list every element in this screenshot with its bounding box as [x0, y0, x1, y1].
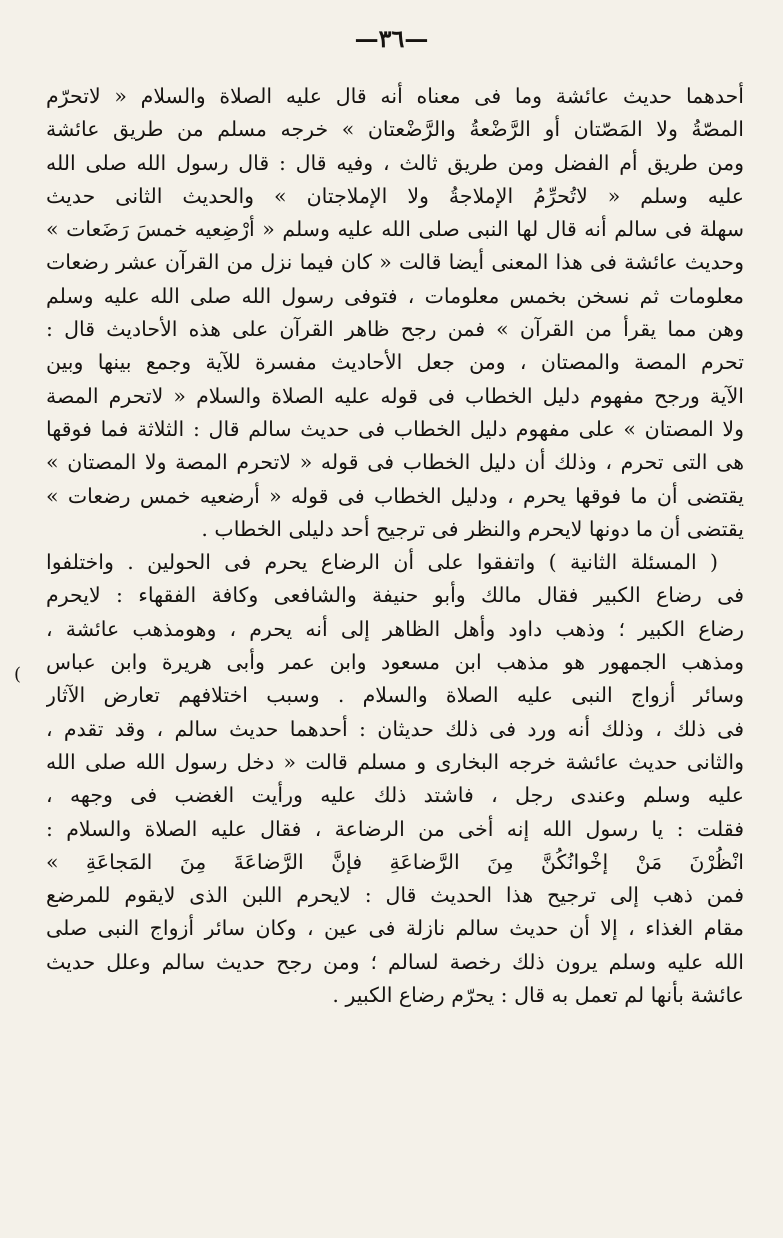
text-line: ومن طريق أم الفضل ومن طريق ثالث ، وفيه قال : قال رسول الله صلى الله	[46, 150, 744, 175]
text-line: رضاع الكبير ؛ وذهب داود وأهل الظاهر إلى أنه يحرم ، وهومذهب عائشة ،	[46, 616, 744, 641]
body-text	[46, 80, 744, 1012]
text-line: يقتضى أن ما دونها لايحرم والنظر فى ترجيح أحد دليلى الخطاب .	[201, 516, 744, 541]
text-line: مقام الغذاء ، إلا أن حديث سالم نازلة فى عين ، وكان سائر أزواج النبى صلى	[46, 916, 744, 941]
text-line: فقلت : يا رسول الله إنه أخى من الرضاعة ، فقال عليه الصلاة والسلام :	[46, 816, 744, 841]
text-line: ( المسئلة الثانية ) واتفقوا على أن الرضاع يحرم فى الحولين . واختلفوا	[46, 550, 718, 575]
text-line: المصّةُ ولا المَصّتان أو الرَّضْعةُ والرَّضْعتان » خرجه مسلم من طريق عائشة	[46, 117, 744, 142]
text-line: انْظُرْنَ مَنْ إخْوانُكُنَّ مِنَ الرَّضاعَةِ فإنَّ الرَّضاعَةَ مِنَ المَجاعَةِ »	[46, 849, 744, 874]
text-line: والثانى حديث عائشة خرجه البخارى و مسلم قالت « دخل رسول الله صلى الله	[46, 749, 744, 774]
text-line: فمن ذهب إلى ترجيح هذا الحديث قال : لايحرم اللبن الذى لايقوم للمرضع	[46, 883, 744, 908]
text-line: فى رضاع الكبير فقال مالك وأبو حنيفة والشافعى وكافة الفقهاء : لايحرم	[46, 583, 744, 608]
text-line: وحديث عائشة فى هذا المعنى أيضا قالت « كان فيما نزل من القرآن عشر رضعات	[46, 250, 744, 275]
text-line: وسائر أزواج النبى عليه الصلاة والسلام . وسبب اختلافهم تعارض الآثار	[46, 683, 744, 708]
text-line: فى ذلك ، وذلك أنه ورد فى ذلك حديثان : أحدهما حديث سالم ، وقد تقدم ،	[46, 716, 744, 741]
page-number: —٣٦—	[354, 24, 429, 53]
text-line: الله عليه وسلم يرون ذلك رخصة لسالم ؛ ومن رجح حديث سالم وعلل حديث	[46, 949, 744, 974]
text-line: هى التى تحرم ، وذلك أن دليل الخطاب فى قوله « لاتحرم المصة ولا المصتان »	[46, 450, 744, 475]
text-line: وهن مما يقرأ من القرآن » فمن رجح ظاهر القرآن على هذه الأحاديث قال :	[46, 317, 744, 342]
text-line: عليه وسلم وعندى رجل ، فاشتد ذلك عليه ورأيت الغضب فى وجهه ،	[46, 783, 744, 808]
text-line: الآية ورجح مفهوم دليل الخطاب فى قوله عليه الصلاة والسلام « لاتحرم المصة	[46, 383, 744, 408]
text-line: معلومات ثم نسخن بخمس معلومات ، فتوفى رسول الله صلى الله عليه وسلم	[46, 283, 744, 308]
text-line: ومذهب الجمهور هو مذهب ابن مسعود وابن عمر وأبى هريرة وابن عباس	[46, 650, 744, 675]
text-line: عليه وسلم « لاتُحرِّمُ الإملاجةُ ولا الإملاجتان » والحديث الثانى حديث	[46, 183, 744, 208]
text-line: عائشة بأنها لم تعمل به قال : يحرّم رضاع الكبير .	[332, 983, 744, 1008]
text-line: يقتضى أن ما فوقها يحرم ، ودليل الخطاب فى قوله « أرضعيه خمس رضعات »	[46, 483, 744, 508]
text-line: ولا المصتان » على مفهوم دليل الخطاب فى حديث سالم قال : الثلاثة فما فوقها	[46, 416, 744, 441]
text-line: تحرم المصة والمصتان ، ومن جعل الأحاديث مفسرة للآية وجمع بينها وبين	[46, 350, 744, 375]
text-line: سهلة فى سالم أنه قال لها النبى صلى الله عليه وسلم « أرْضِعيه خمسَ رَضَعات »	[46, 217, 744, 242]
text-line: أحدهما حديث عائشة وما فى معناه أنه قال عليه الصلاة والسلام « لاتحرّم	[46, 84, 744, 108]
margin-mark: (	[14, 664, 22, 685]
